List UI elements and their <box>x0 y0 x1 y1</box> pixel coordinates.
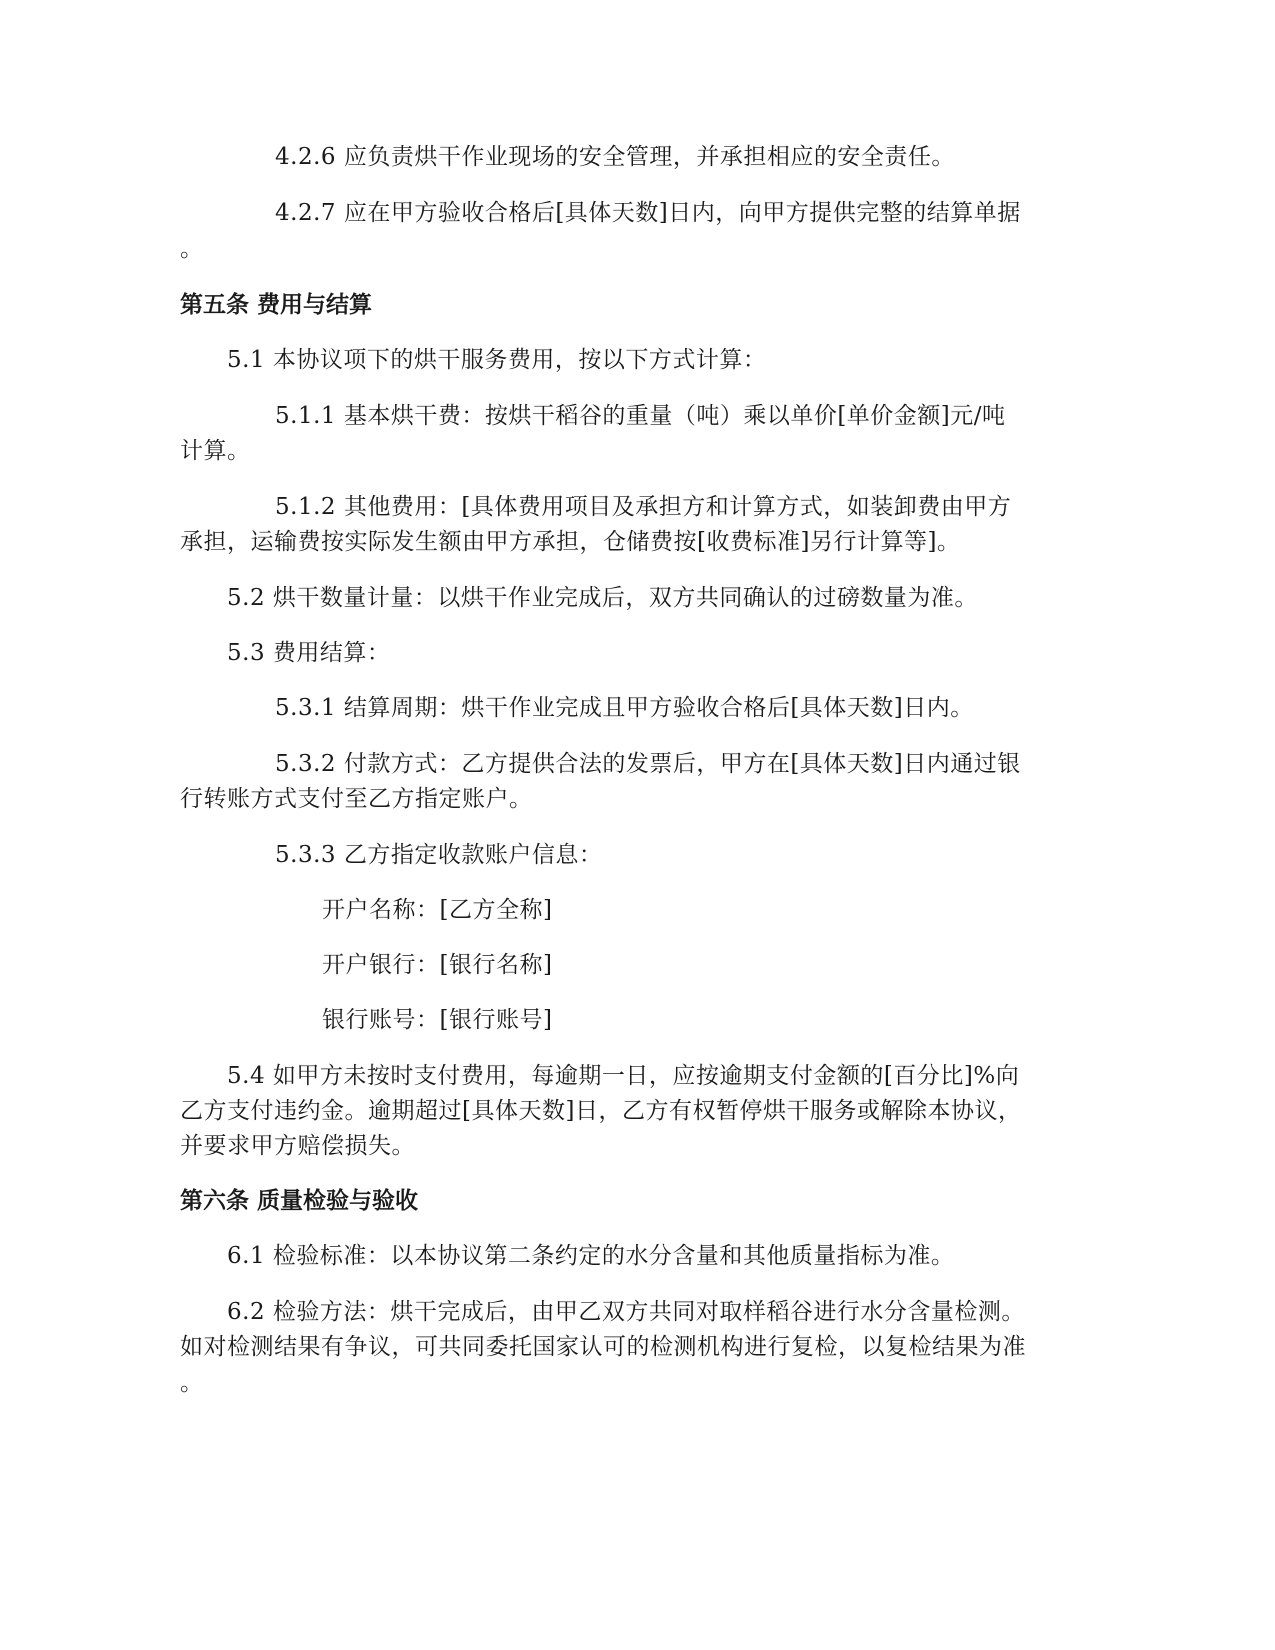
clause-text-line: 。 <box>180 236 204 262</box>
clause-text-line: 并要求甲方赔偿损失。 <box>180 1133 415 1159</box>
clause-text-line: 5.1.1 基本烘干费：按烘干稻谷的重量（吨）乘以单价[单价金额]元/吨 <box>275 403 1006 429</box>
section-heading-5: 第五条 费用与结算 <box>180 292 373 318</box>
clause-text-line: 如对检测结果有争议，可共同委托国家认可的检测机构进行复检，以复检结果为准 <box>180 1334 1026 1360</box>
clause-text-line: 5.2 烘干数量计量：以烘干作业完成后，双方共同确认的过磅数量为准。 <box>227 585 978 611</box>
clause-text-line: 4.2.6 应负责烘干作业现场的安全管理，并承担相应的安全责任。 <box>275 144 955 170</box>
clause-text-line: 行转账方式支付至乙方指定账户。 <box>180 786 533 812</box>
clause-text-line: 5.3 费用结算： <box>227 640 391 666</box>
clause-text-line: 5.1 本协议项下的烘干服务费用，按以下方式计算： <box>227 347 767 373</box>
clause-text-line: 。 <box>180 1370 204 1396</box>
clause-text-line: 4.2.7 应在甲方验收合格后[具体天数]日内，向甲方提供完整的结算单据 <box>275 200 1021 226</box>
clause-text-line: 5.3.3 乙方指定收款账户信息： <box>275 842 603 868</box>
clause-text-line: 6.1 检验标准：以本协议第二条约定的水分含量和其他质量指标为准。 <box>227 1243 955 1269</box>
account-name-line: 开户名称：[乙方全称] <box>322 897 553 923</box>
clause-text-line: 乙方支付违约金。逾期超过[具体天数]日，乙方有权暂停烘干服务或解除本协议， <box>180 1098 1022 1124</box>
account-number-line: 银行账号：[银行账号] <box>322 1007 553 1033</box>
clause-text-line: 5.3.2 付款方式：乙方提供合法的发票后，甲方在[具体天数]日内通过银 <box>275 751 1021 777</box>
clause-text-line: 承担，运输费按实际发生额由甲方承担，仓储费按[收费标准]另行计算等]。 <box>180 529 961 555</box>
section-heading-6: 第六条 质量检验与验收 <box>180 1188 419 1214</box>
clause-text-line: 5.1.2 其他费用：[具体费用项目及承担方和计算方式，如装卸费由甲方 <box>275 494 1012 520</box>
clause-text-line: 6.2 检验方法：烘干完成后，由甲乙双方共同对取样稻谷进行水分含量检测。 <box>227 1299 1025 1325</box>
clause-text-line: 5.3.1 结算周期：烘干作业完成且甲方验收合格后[具体天数]日内。 <box>275 695 974 721</box>
clause-text-line: 5.4 如甲方未按时支付费用，每逾期一日，应按逾期支付金额的[百分比]%向 <box>227 1063 1020 1089</box>
account-bank-line: 开户银行：[银行名称] <box>322 952 553 978</box>
clause-text-line: 计算。 <box>180 438 251 464</box>
